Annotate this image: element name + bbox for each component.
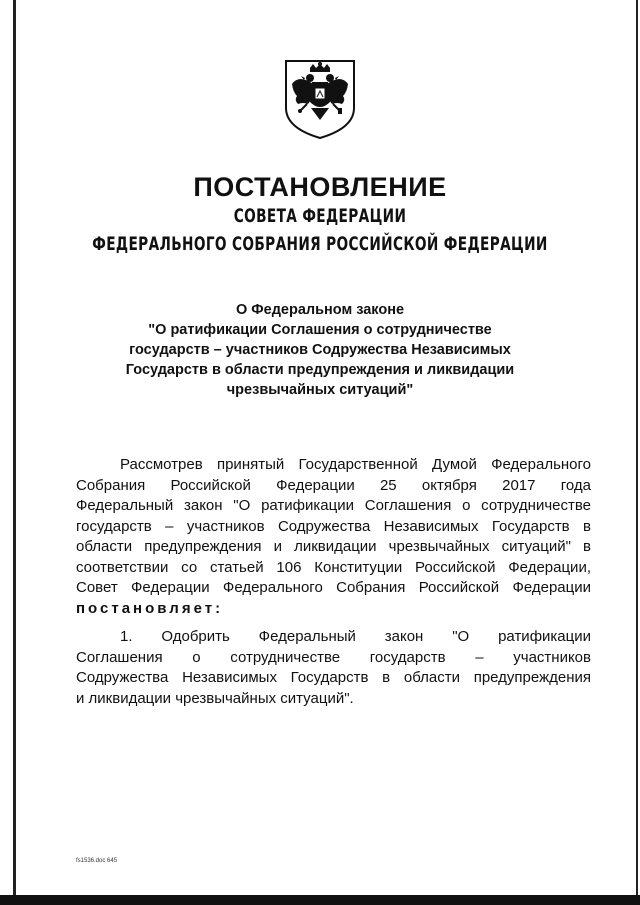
law-title-line: О Федеральном законе	[235, 302, 405, 318]
paragraph-line: Федеральный закон "О ратификации Соглашения о сотрудничестве	[76, 497, 591, 514]
resolution-verb: постановляет:	[76, 599, 224, 617]
page-border-left	[13, 0, 16, 905]
paragraph-line: 1. Одобрить Федеральный закон "О ратификации	[120, 628, 591, 645]
issuer-line-2: ФЕДЕРАЛЬНОГО СОБРАНИЯ РОССИЙСКОЙ ФЕДЕРАЦИИ	[92, 233, 548, 255]
law-title-line: чрезвычайных ситуаций"	[226, 382, 414, 398]
coat-of-arms-icon	[283, 58, 357, 140]
law-title-line: государств – участников Содружества Независимых	[129, 342, 511, 358]
law-title	[0, 300, 640, 400]
resolution-item-1	[76, 627, 591, 709]
paragraph-line: Собрания Российской Федерации 25 октября 2017 года	[76, 476, 591, 494]
paragraph-line: области предупреждения и ликвидации чрезвычайных ситуаций" в	[76, 538, 591, 555]
document-title: ПОСТАНОВЛЕНИЕ	[193, 172, 447, 202]
paragraph-line: Соглашения о сотрудничестве государств – участников	[76, 648, 591, 666]
page-border-right	[636, 0, 638, 905]
issuer-line-1: СОВЕТА ФЕДЕРАЦИИ	[233, 205, 407, 227]
paragraph-line: Содружества Независимых Государств в области предупреждения	[76, 669, 591, 686]
document-code: fs1536.doc 645	[76, 858, 118, 864]
paragraph-line: и ликвидации чрезвычайных ситуаций".	[76, 689, 354, 707]
paragraph-line: Рассмотрев принятый Государственной Думой Федерального	[120, 456, 591, 473]
law-title-line: Государств в области предупреждения и ликвидации	[125, 362, 515, 378]
law-title-line: "О ратификации Соглашения о сотрудничестве	[148, 322, 492, 338]
paragraph-line: соответствии со статьей 106 Конституции Российской Федерации,	[76, 558, 591, 576]
paragraph-line: Совет Федерации Федерального Собрания Российской Федерации	[76, 579, 591, 596]
preamble-paragraph	[76, 455, 591, 619]
page-border-bottom	[0, 895, 640, 905]
paragraph-line: государств – участников Содружества Независимых Государств в	[76, 517, 591, 535]
